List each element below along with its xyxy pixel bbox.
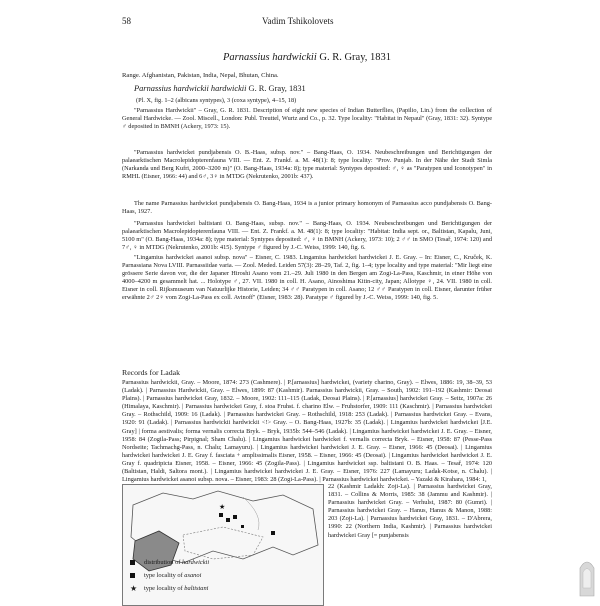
square-marker-icon xyxy=(130,560,135,565)
synonymy-paragraph-3: "Parnassius hardwickei baltistani O. Bang-Haas, subsp. nov." – Bang-Haas, O. 1934. Neubeschreibungen und Berichtigungen der palaearktischen Macrolepidopterenfauna VIII. — Ent. Z. Frankf. a. M. 48(1): 8; type locality: "Habitat: India sept. or., Baltistan, Kapalu, Juni, 5100 m" (O. Bang-Haas, 1934a: 8); type material: Syntypes deposited: ♂, ♀ in BMNH (Ackery, 1973: 10); 2 ♂♂ in SMO (Tesař, 1974: 120) and 7♂, ♀ in MTDG (Nekrutenko, 2001b: 415). Syntype ♂ figured by J.-C. Weiss, 1999: 140, fig. 6. xyxy=(122,220,492,252)
subspecies-name: Parnassius hardwickii hardwickii xyxy=(134,84,247,93)
distribution-marker xyxy=(226,518,230,522)
plates-reference: (Pl. X, fig. 1–2 (albicans syntypes), 3 (coxa syntype), 4–15, 18) xyxy=(136,97,297,104)
legend-item-asanoi: type locality of asanoi xyxy=(130,569,320,582)
distribution-marker xyxy=(233,515,237,519)
baltistani-star-marker: ★ xyxy=(219,503,226,511)
map-legend xyxy=(130,556,320,595)
header-author: Vadim Tshikolovets xyxy=(262,16,334,26)
range-text: Range. Afghanistan, Pakistan, India, Nepal, Bhutan, China. xyxy=(122,72,279,79)
legend-item-baltistani: ★ type locality of baltistani xyxy=(130,584,209,593)
distribution-marker xyxy=(219,513,223,517)
records-text-continued: 22 (Kashmir Ladakh: Zoji-La). | Parnassius hardwickei Gray, 1831. – Collins & Morris, 1985: 38 (Jammu and Kashmir). | Parnassius hardwickei Gray. – Verhulst, 1987: 80 (Gumri). | Parnassius hardwickei Gray. – Hanus, Hanus & Manon, 1988: 203 (Zoji-La). | Parnassius hardwickei Gray, 1831. – D'Abrera, 1990: 22 (Northern India, Kashmir). | Parnassius hardwickei hardwickei Gray [= punjabensis xyxy=(328,483,492,539)
species-name: Parnassius hardwickii xyxy=(222,52,317,63)
records-heading: Records for Ladak xyxy=(122,368,181,377)
species-authority: G. R. Gray, 1831 xyxy=(319,52,392,63)
type-locality-marker xyxy=(241,525,244,528)
star-marker-icon: ★ xyxy=(130,584,138,593)
species-title xyxy=(122,52,492,63)
legend-item-distribution: distribution of hardwickii xyxy=(130,556,320,569)
square-marker-icon xyxy=(130,573,135,578)
records-text: Parnassius hardwickii, Gray. – Moore, 1874: 273 (Cashmere). | P.[arnassius] hardwickei, (variety charino, Gray). – Elwes, 1886: 19, 38–39, 53 (Ladak). | Parnassius Hardwickii, Gray. – Elwes, 1899: 87 (Kashmir). Parnassius hardwickii, Gray. – South, 1902: 191–192 (Kashmir: Deosai Plains). | Parnassius hardwickei Gray, 1832. – Moore, 1902: 111–115 (Ladak, Deosai Plains). | P.[arnassius] hardwickei Gray. – Seitz, 1907a: 26 (Himalaya, Kaschmir). | Parnassius hardwickei Gray, f. stoa Fruhst. f. charino Elw. – Fruhstorfer, 1909: 111 (Kaschmir). | Parnassius hardwickei Gray. – Rothschild, 1909: 16 (Ladak). | Parnassius hardwickei Gray. – Rothschild, 1918: 253 (Ladak). | Parnassius hardwickei Gray. – Evans, 1920: 91 (Ladak). | Parnassius hardwickii hardwickii <!> Gray. – O. Bang-Haas, 1927b: 35 (Ladak). | Lingamius hardwickei hardwickei [J.E. Gray] | forma aestivalis; forma vernalis correcta Bryk. – Bryk, 1935b: 544–546 (Ladak). | Lingamius hardwickei hardwickei J. E. Gray. – Eisner, 1958: 84 (Zogila-Pass; Pirpignal; Sham Chalu). | Lingamius hardwickei hardwickei f. vernalis correcta Bryk. – Eisner, 1958: 87 (Pesse-Pass Nordseite; Tachmachg-Pass, n. Chalu; Lamayuru). | Lingamius hardwickei hardwickei J. E. Gray. – Eisner, 1966: 45 (Deosai). | Lingamius hardwickei hardwickei J. E. Gray f. fasciata + amplissimalis Eisner, 1958. – Eisner, 1966: 45 (Deosai). | Lingamius hardwickei hardwickei J. E. Gray f. quadripicta Eisner, 1958. – Eisner, 1966: 45 (Zogila-Pass). | Lingamius hardwickei ssp. baltistani O. B. Haas. – Tesař, 1974: 120 (Baltistan, Haldi, Saltora mont.). | Lingamius hardwickei hardwickei J. E. Gray. – Eisner, 1976: 227 (Lamayuru; Ladak-Kotse, n. Chalu). | Lingamius hardwickei asanoi subsp. nova. – Eisner, 1983: 28 (Zogi-La-Pass). | Parnassius hardwickei hardwickei. – Yazaki & Kirahara, 1984: 1, xyxy=(122,379,492,483)
subspecies-heading xyxy=(134,84,306,93)
synonymy-paragraph-4: "Lingamius hardwickei asanoi subsp. nova" – Eisner, C. 1983. Lingamius hardwickei hardwickei J. E. Gray. – In: Eisner, C., Kruček, K. Parnassiana Nova LVIII. Parnassiidae varia. — Zool. Meded. Leiden 57(3): 28–29, Taf. 2, fig. 1–4; type locality and type material: "Mir liegt eine grössere Serie davon vor, die der Japaner Hiroshi Asano vom 21.–29. Juli 1980 in den Bergen am Zogi-La-Pass, Kaschmir, in einer Höhe von 4000–4200 m gesammelt hat. ... Holotype ♂, 27. VII. 1980 in coll. H. Asano, Ainoshima Kitin-city, Japan; Allotype ♀, 24. VII. 1980 in coll. Eisner in coll. Rijksmuseum van Natuurlijke Historie, Leiden; 34 ♂♂ Paratypen in coll. Asano; 12 ♂♂ Paratypen in coll. Eisner, darunter früher erwähnte 2♂ 2♀ vom Zogi-La-Pass ex coll. Avinoff" (Eisner, 1983: 28). Paratype ♂ figured by J.-C. Weiss, 1999: 140, fig. 5. xyxy=(122,254,492,302)
river-line xyxy=(243,497,259,530)
subspecies-authority: G. R. Gray, 1831 xyxy=(248,84,306,93)
distribution-marker xyxy=(271,531,275,535)
synonymy-paragraph-1: "Parnassius Hardwickii" – Gray, G. R. 1831. Description of eight new species of Indian Butterflies, (Papilio, Lin.) from the collection of General Hardwicke. — Zool. Miscell., London: Publ. Treuttel, Wurtz and Co., p. 32. Type locality: "Habitat in Nepaul" (Gray, 1831: 32). Syntype ♂ deposited in BMNH (Ackery, 1973: 15). xyxy=(122,107,492,131)
decorative-corner-emblem xyxy=(574,538,600,598)
region-border xyxy=(183,527,263,559)
synonymy-paragraph-2: "Parnassius hardwickei pundjabensis O. B.-Haas, subsp. nov." – Bang-Haas, O. 1934. Neubeschreibungen und Berichtigungen der palaearktischen Macrolepidopterenfauna VIII. — Ent. Z. Frankf. a. M. 48(1): 8; type locality: "Prov. Punjab. In der Nähe der Stadt Simla (Narkanda und Berg Kufri, 2000–3200 m)" (O. Bang-Haas, 1934a: 8); type material: Syntypes deposited: ♂, ♀ as "Paratypen und Iconotypen" in RMHL (Eisner, 1966: 44) and 6♂, 3♀ in MTDG (Nekrutenko, 2001b: 437). xyxy=(122,149,492,181)
running-header xyxy=(122,16,492,28)
homonym-note: The name Parnassius hardwickei pundjabensis O. Bang-Haas, 1934 is a junior primary homonym of Parnassius acco pundjabensis O. Bang-Haas, 1927. xyxy=(122,200,492,216)
page-number: 58 xyxy=(122,16,131,26)
